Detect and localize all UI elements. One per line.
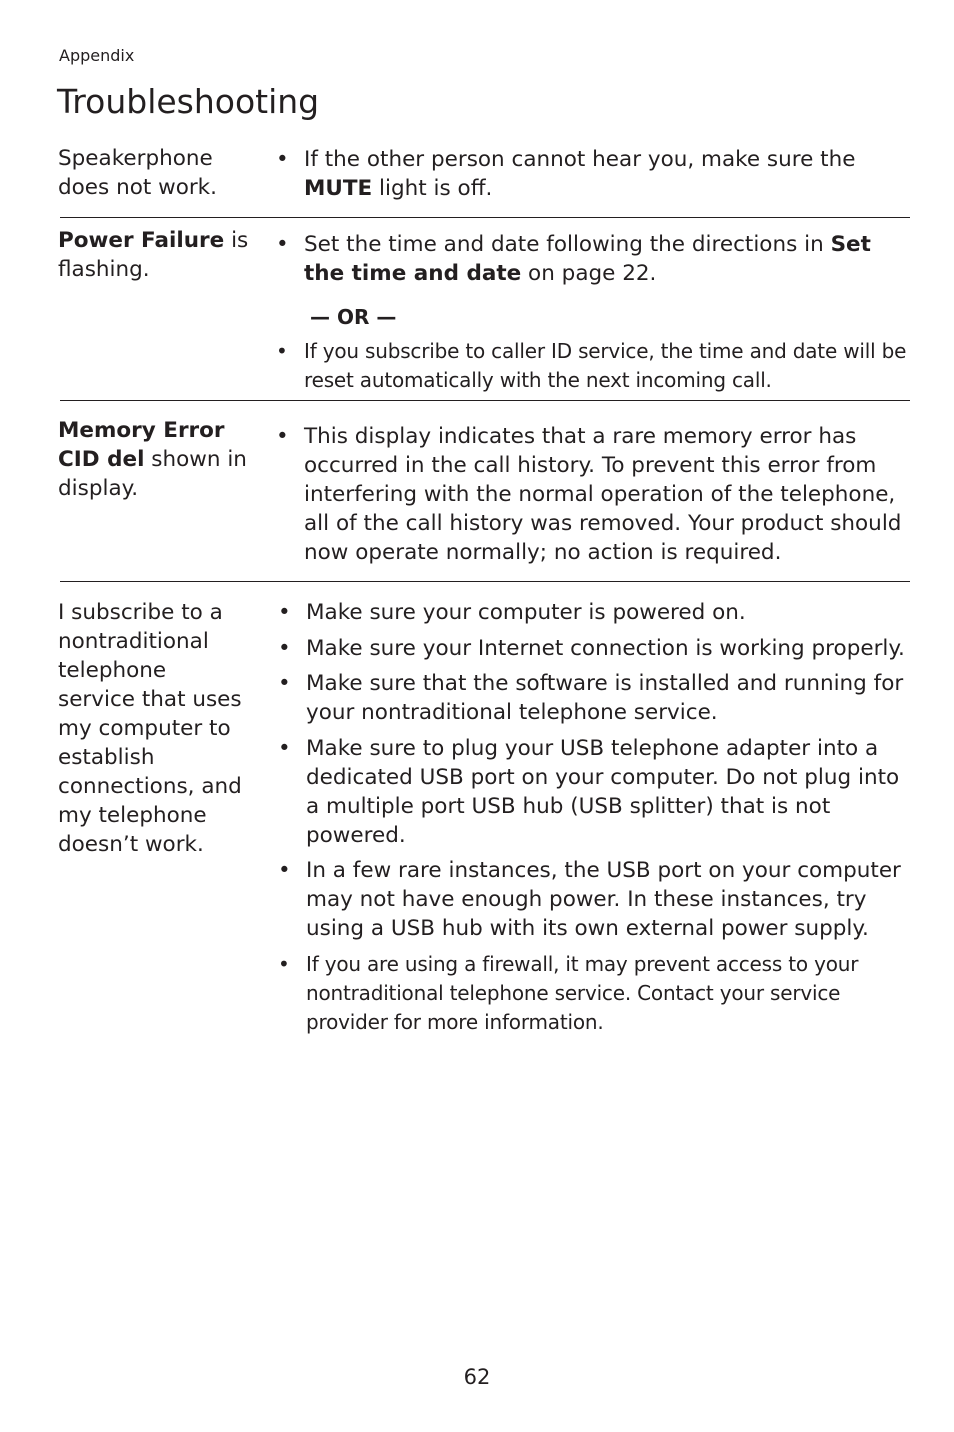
solution-list [276,145,912,203]
problem-rest: is flashing. [58,228,249,282]
problem-emphasis: Power Failure [58,228,225,253]
solution-item [278,598,914,627]
troubleshooting-row-speakerphone [58,144,910,204]
solution-text: If you are using a firewall, it may prevent access to your nontraditional telephone service. Contact your service provider for more information. [306,952,859,1034]
row-divider [60,400,910,401]
bullet-icon: • [278,952,290,976]
solution-text: If the other person cannot hear you, make sure the [304,147,856,172]
solution-item [278,950,914,1037]
bullet-icon: • [278,858,291,883]
solution-item [276,145,912,203]
bullet-icon: • [278,736,291,761]
bullet-icon: • [278,636,291,661]
page-title: Troubleshooting [57,82,320,121]
solution-emphasis: Set the time and date [304,232,871,286]
solution-text: This display indicates that a rare memory error has occurred in the call history. To prevent this error from interfering with the normal operation of the telephone, all of the call history was removed. Your product should now operate normally; no action is required. [304,424,902,565]
solution-text: Make sure to plug your USB telephone adapter into a dedicated USB port on your computer. Do not plug into a multiple port USB hub (USB splitter) that is not powered. [306,736,900,848]
problem-text: Speakerphone does not work. [58,146,217,200]
solution-item [278,856,914,943]
solution-text: Set the time and date following the directions in [304,232,831,257]
solution-text: Make sure your Internet connection is working properly. [306,636,905,661]
troubleshooting-row-memory-error [58,416,910,576]
bullet-icon: • [276,232,289,257]
row-divider [60,217,910,218]
bullet-icon: • [276,339,288,363]
bullet-icon: • [278,600,291,625]
problem-text: I subscribe to a nontraditional telephone service that uses my computer to establish connections, and my telephone doesn’t work. [58,600,242,857]
solution-text: In a few rare instances, the USB port on your computer may not have enough power. In these instances, try using a USB hub with its own external power supply. [306,858,901,941]
solution-text: Make sure your computer is powered on. [306,600,746,625]
solution-item [276,422,912,567]
or-separator: — OR — [310,305,397,329]
problem-text [58,226,258,284]
solution-list [276,230,912,395]
bullet-icon: • [278,671,291,696]
solution-emphasis: MUTE [304,176,373,201]
solution-item [276,337,912,395]
section-label: Appendix [59,46,135,65]
solution-item [278,734,914,850]
solution-text: on page 22. [521,261,657,286]
solution-text: light is off. [372,176,493,201]
troubleshooting-row-nontraditional-service [58,598,910,1048]
problem-emphasis: CID del [58,447,145,472]
solution-item [278,634,914,663]
problem-emphasis: Memory Error [58,418,225,443]
solution-item [276,230,912,288]
problem-text [58,416,258,503]
bullet-icon: • [276,147,289,172]
problem-rest: shown in display. [58,447,247,501]
solution-list [278,598,914,1037]
solution-text: Make sure that the software is installed and running for your nontraditional telephone service. [306,671,904,725]
solution-item [278,669,914,727]
page-number: 62 [463,1365,491,1389]
troubleshooting-row-power-failure [58,226,910,396]
solution-text: If you subscribe to caller ID service, the time and date will be reset automatically with the next incoming call. [304,339,907,392]
solution-list [276,422,912,567]
row-divider [60,581,910,582]
bullet-icon: • [276,424,289,449]
